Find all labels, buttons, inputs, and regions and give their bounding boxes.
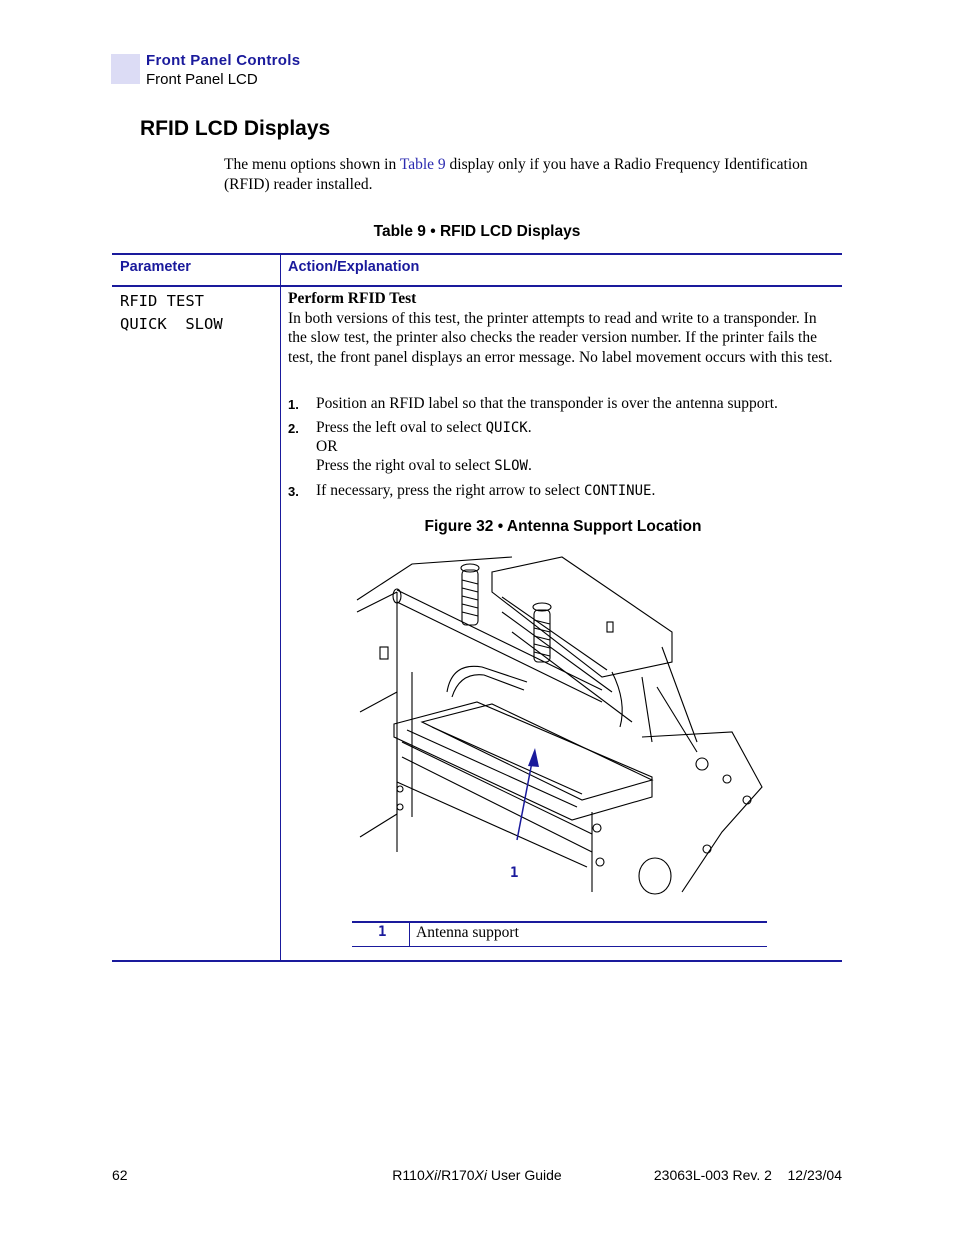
callout-arrow xyxy=(517,762,532,840)
table-caption: Table 9 • RFID LCD Displays xyxy=(373,223,581,240)
table-top-rule xyxy=(112,253,842,255)
page-number: 62 xyxy=(112,1167,128,1183)
guide-model: R110 xyxy=(392,1167,425,1183)
section-title: Front Panel Controls xyxy=(146,52,301,69)
intro-paragraph xyxy=(224,155,844,194)
guide-model: /R170 xyxy=(437,1167,475,1183)
action-explanation xyxy=(288,289,836,367)
step-text-part: . xyxy=(651,482,656,499)
step-number: 3. xyxy=(288,484,299,499)
guide-xi: Xi xyxy=(424,1167,438,1183)
step-text-part: . xyxy=(527,457,532,474)
legend-number: 1 xyxy=(378,924,387,940)
step-text xyxy=(316,456,532,477)
step-or: OR xyxy=(316,438,338,455)
step-text-part: . xyxy=(527,419,532,436)
legend-divider xyxy=(409,923,410,946)
lcd-line-1: RFID TEST xyxy=(120,292,204,310)
legend-text: Antenna support xyxy=(416,924,519,941)
step-number: 2. xyxy=(288,421,299,436)
lcd-parameter xyxy=(120,290,223,336)
guide-title xyxy=(352,1167,602,1183)
column-header-parameter: Parameter xyxy=(120,259,191,275)
lcd-line-2: QUICK SLOW xyxy=(120,315,223,333)
intro-text-cont: display only if you have a Radio Frequency Identification (RFID) reader installed. xyxy=(224,156,808,193)
guide-suffix: User Guide xyxy=(487,1167,562,1183)
table-header-rule xyxy=(112,285,842,287)
table-bottom-rule xyxy=(112,960,842,962)
guide-xi: Xi xyxy=(474,1167,487,1183)
action-body: In both versions of this test, the printer attempts to read and write to a transponder. In the slow test, the printer also checks the reader version number. If the printer fails the test, the front panel displays an error message. No label movement occurs with this test. xyxy=(288,309,833,366)
step-text-part: If necessary, press the right arrow to select xyxy=(316,482,584,499)
table-column-divider xyxy=(280,253,281,961)
lcd-code-quick: QUICK xyxy=(485,420,528,436)
callout-number: 1 xyxy=(510,865,519,881)
step-number: 1. xyxy=(288,397,299,412)
lcd-code-slow: SLOW xyxy=(494,458,528,474)
figure-legend xyxy=(352,921,767,947)
antenna-support-illustration xyxy=(352,552,772,902)
step-text: Position an RFID label so that the transponder is over the antenna support. xyxy=(316,395,778,412)
intro-text: The menu options shown in xyxy=(224,156,400,173)
lcd-code-continue: CONTINUE xyxy=(584,483,652,499)
header-marker xyxy=(111,54,140,84)
action-title: Perform RFID Test xyxy=(288,290,417,307)
column-header-action: Action/Explanation xyxy=(288,259,420,275)
step-text-part: Press the right oval to select xyxy=(316,457,495,474)
table-9-link[interactable]: Table 9 xyxy=(399,156,446,173)
step-text-part: Press the left oval to select xyxy=(316,419,486,436)
step-text xyxy=(316,481,655,502)
step-text xyxy=(316,418,532,439)
printer-mechanism-drawing xyxy=(357,557,762,894)
figure-caption: Figure 32 • Antenna Support Location xyxy=(424,518,702,535)
page-heading: RFID LCD Displays xyxy=(140,117,331,140)
callout-arrowhead xyxy=(528,748,539,767)
section-subtitle: Front Panel LCD xyxy=(146,71,258,88)
document-revision: 23063L-003 Rev. 2 12/23/04 xyxy=(653,1167,842,1183)
